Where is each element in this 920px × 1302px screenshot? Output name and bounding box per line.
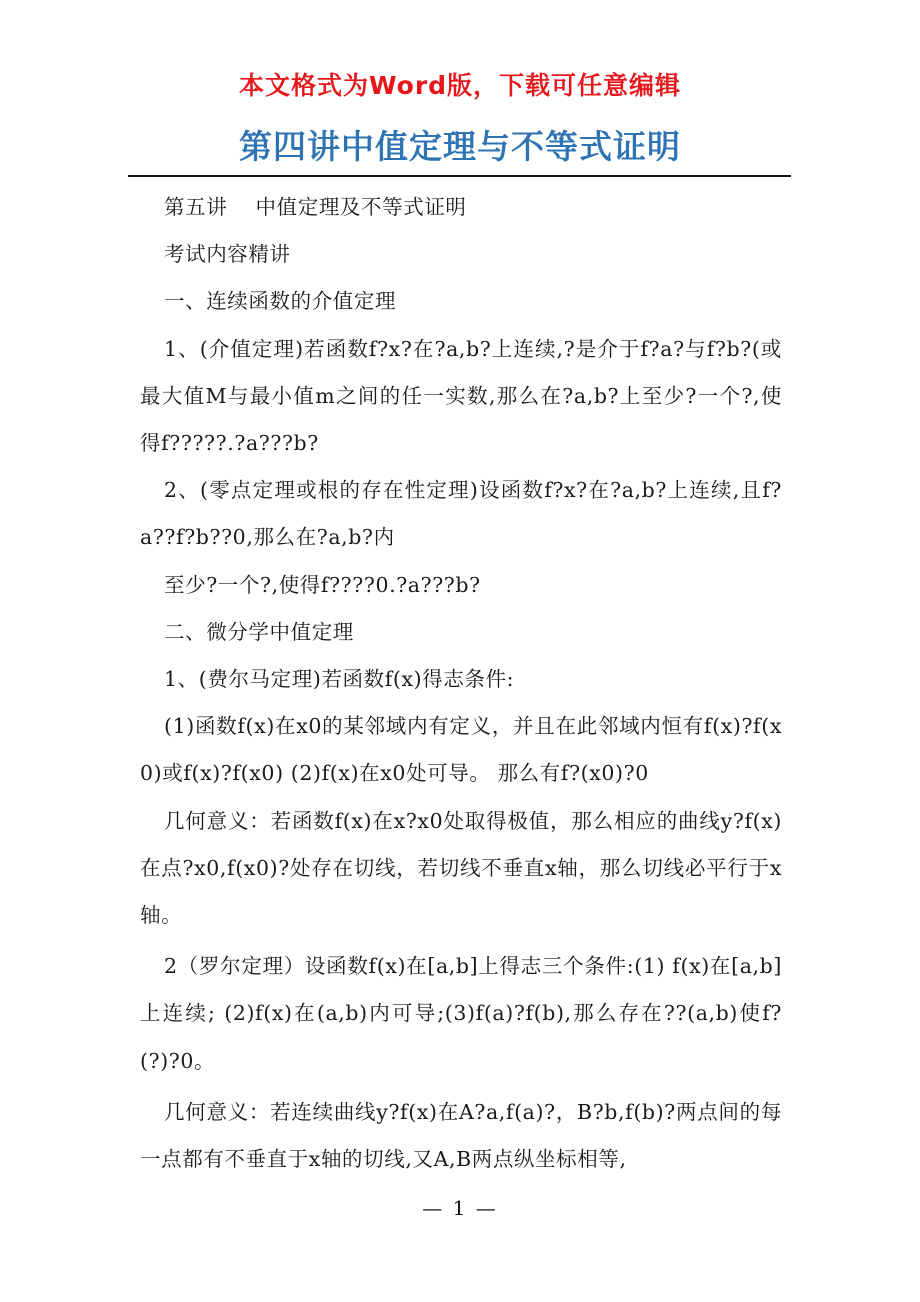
zero-point-theorem-conclusion: 至少?一个?,使得f????0.?a???b?	[164, 572, 481, 597]
section-subtitle: 考试内容精讲	[164, 242, 291, 267]
page-number: — 1 —	[422, 1196, 498, 1220]
section-heading-differential: 二、微分学中值定理	[164, 619, 354, 644]
lecture-heading: 第五讲 中值定理及不等式证明	[164, 195, 467, 219]
rolle-theorem: 2（罗尔定理）设函数f(x)在[a,b]上得志三个条件:(1) f(x)在[a,b]上连续; (2)f(x)在(a,b)内可导;(3)f(a)?f(b),那么存在??(a,b)使f?(?)?0。	[140, 954, 782, 1073]
rolle-geometric-meaning: 几何意义：若连续曲线y?f(x)在A?a,f(a)?，B?b,f(b)?两点间的每一点都有不垂直于x轴的切线,又A,B两点纵坐标相等,	[140, 1099, 782, 1172]
fermat-theorem: 1、(费尔马定理)若函数f(x)得志条件:	[164, 667, 515, 692]
document-body	[140, 184, 782, 1183]
fermat-conditions: (1)函数f(x)在x0的某邻域内有定义，并且在此邻域内恒有f(x)?f(x0)或f(x)?f(x0) (2)f(x)在x0处可导。 那么有f?(x0)?0	[140, 714, 782, 786]
zero-point-theorem: 2、(零点定理或根的存在性定理)设函数f?x?在?a,b?上连续,且f?a??f?b??0,那么在?a,b?内	[140, 478, 782, 550]
format-notice-banner: 本文格式为Word版，下载可任意编辑	[238, 71, 682, 100]
section-heading-continuous: 一、连续函数的介值定理	[164, 289, 397, 314]
title-divider	[128, 175, 791, 177]
intermediate-value-theorem: 1、(介值定理)若函数f?x?在?a,b?上连续,?是介于f?a?与f?b?(或最大值M与最小值m之间的任一实数,那么在?a,b?上至少?一个?,使得f?????.?a???b?	[140, 336, 782, 456]
fermat-geometric-meaning: 几何意义：若函数f(x)在x?x0处取得极值，那么相应的曲线y?f(x)在点?x0,f(x0)?处存在切线，若切线不垂直x轴，那么切线必平行于x轴。	[140, 808, 782, 928]
document-title: 第四讲中值定理与不等式证明	[239, 127, 681, 166]
